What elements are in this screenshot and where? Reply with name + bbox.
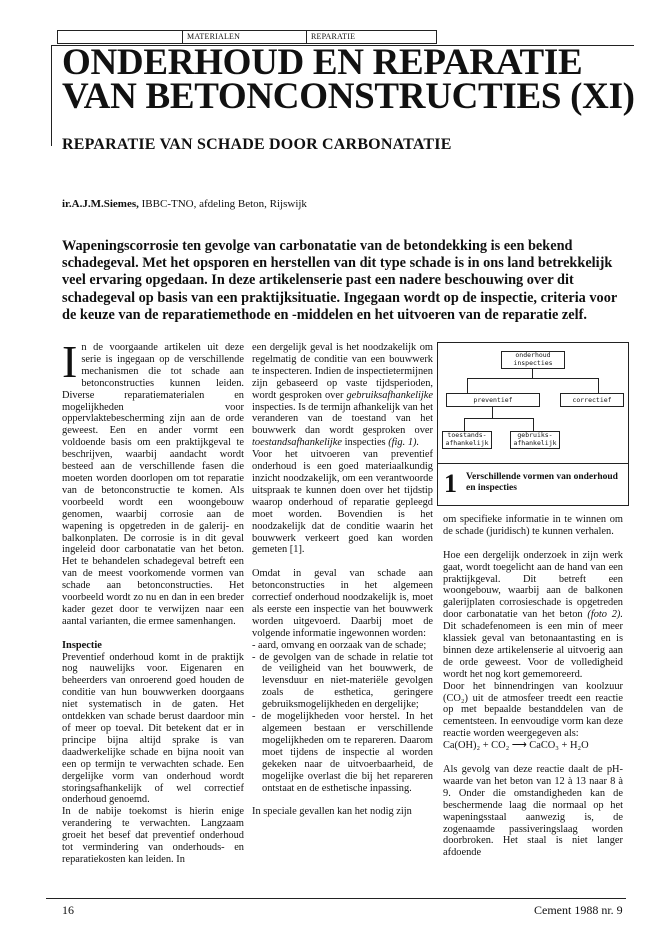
connector xyxy=(492,406,493,418)
box-gebruiksafhankelijk: gebruiks-afhankelijk xyxy=(510,431,560,449)
figure-number: 1 xyxy=(444,469,457,498)
paragraph: om specifieke informatie in te winnen om de schade (juridisch) te kunnen verhalen. xyxy=(443,514,623,537)
paragraph: Als gevolg van deze reactie daalt de pH-waarde van het beton van 12 à 13 naar 8 à 9. Onder die omstandigheden kan de beschermende laag die normaal op het wapeningsstaal aanwezig is, de zogenaamde passiveringslaag worden doorbroken. Het staal is niet langer afdoende xyxy=(443,764,623,859)
journal-reference: Cement 1988 nr. 9 xyxy=(534,903,623,917)
footer-divider xyxy=(46,898,626,899)
topic-label: REPARATIE xyxy=(306,31,441,43)
list-item: - aard, omvang en oorzaak van de schade; xyxy=(252,639,427,651)
connector xyxy=(598,378,599,393)
lead-paragraph: Wapeningscorrosie ten gevolge van carbonatatie van de betondekking is een bekend schadegeval. Met het opsporen en herstellen van dit type schade is in ons land betrekkelijk veel ervaring opgedaan. In deze artikelenserie past een nadere beschouwing over dit schadegeval op basis van een praktijksituatie. Ingegaan wordt op de inspectie, criteria voor de keuze van de reparatiemethode en -middelen en het uitvoeren van de reparatie zelf. xyxy=(62,238,617,323)
connector xyxy=(532,368,533,378)
paragraph: een dergelijk geval is het noodzakelijk om regelmatig de conditie van een bouwwerk te inspecteren. Indien de inspectietermijnen zijn gebaseerd op vaste tijdsperioden, wordt gesproken over gebruiksafhankelijke inspecties. Is de termijn afhankelijk van het veranderen van de toestand van het bouwwerk dan wordt gesproken over toestandsafhankelijke inspecties (fig. 1). xyxy=(252,342,433,449)
paragraph: Hoe een dergelijk onderzoek in zijn werk gaat, wordt toegelicht aan de hand van een praktijkgeval. Dit betreft een woongebouw, waarbij aan de balkonen galerijplaten corrosieschade is opgetreden door carbonatatie van het beton (foto 2). Dit schadefenomeen is een min of meer klassiek geval van betonaantasting en is binnen deze artikelenserie al uitvoerig aan de orde geweest. Voor de volledigheid wordt het nog kort gememoreerd. xyxy=(443,549,623,680)
intro-paragraph: n de voorgaande artikelen uit deze serie is ingegaan op de verschillende mechanismen die tot schade aan betonconstructies kunnen leiden. Diverse reparatiematerialen en mogelijkheden voor oppervlaktebescherming zijn aan de orde geweest. Een en ander vormt een voldoende basis om een praktijkgeval te beschrijven, waarbij aandacht wordt besteed aan de verschillende fasen die moeten worden doorlopen om tot reparatie van de betonconstructie te komen. Als voorbeeld wordt een woongebouw genomen, waarbij corrosie aan de wapening is opgetreden in de galerij- en balkonplaten. De corrosie is in dit geval ingeleid door carbonatatie van het beton. Het te behandelen schadegeval betreft een van de meest voorkomende vormen van schade aan betonconstructies. Het voorbeeld wordt zo nu en dan in een breder kader gezet door te verwijzen naar een aantal varianten, die ermee samenhangen. xyxy=(62,342,244,627)
figure-caption: Verschillende vormen van onderhoud en inspecties xyxy=(466,472,618,493)
paragraph: In speciale gevallen kan het nodig zijn xyxy=(252,806,412,818)
subtitle: REPARATIE VAN SCHADE DOOR CARBONATATIE xyxy=(62,136,452,153)
box-toestandsafhankelijk: toestands-afhankelijk xyxy=(442,431,492,449)
title-line-1: ONDERHOUD EN REPARATIE xyxy=(62,42,583,83)
paragraph: In de nabije toekomst is hierin enige verandering te verwachten. Langzaam groeit het besef dat preventief onderhoud tot vermindering van onderhouds- en reparatiekosten kan leiden. In xyxy=(62,806,244,865)
paragraph: Door het binnendringen van koolzuur (CO₂) uit de atmosfeer treedt een reactie op met bepaalde bestanddelen van de cementsteen. In eenvoudige vorm kan deze reactie worden weergegeven als: xyxy=(443,680,623,740)
list-item: - de mogelijkheden voor herstel. In het algemeen bestaan er verschillende mogelijkheden om te repareren. Daarom moet tijdens de inspectie al worden gekeken naar de uitvoerbaarheid, de mogelijke overlast die bij het repareren ontstaat en de esthetische inpassing. xyxy=(252,711,433,794)
paragraph: Preventief onderhoud komt in de praktijk nog nauwelijks voor. Eigenaren en beheerders van onroerend goed houden de conditie van hun bouwwerken doorgaans niet systematisch in de gaten. Het ontdekken van schade berust daardoor min of meer op toeval. Dit betekent dat er in principe bijna altijd sprake is van daadwerkelijke schade en bijna nooit van een op termijn te verwachten schade. Een dergelijke vorm van onderhoud wordt storingsafhankelijk of wel correctief onderhoud genoemd. xyxy=(62,651,244,806)
connector xyxy=(467,378,468,393)
connector xyxy=(533,418,534,431)
box-onderhoud-inspecties: onderhoud inspecties xyxy=(501,351,565,369)
paragraph: Omdat in geval van schade aan betonconstructies in het algemeen correctief onderhoud noodzakelijk is, moet als eerste een inspectie van het bouwwerk worden uitgevoerd. Daarbij moet de volgende informatie ingewonnen worden: xyxy=(252,568,433,639)
page-title xyxy=(62,42,635,117)
column-1 xyxy=(62,336,244,866)
author-name: ir.A.J.M.Siemes, xyxy=(62,198,139,210)
connector xyxy=(467,378,599,379)
box-correctief: correctief xyxy=(560,393,624,407)
section-label: MATERIALEN xyxy=(182,31,309,43)
divider xyxy=(438,463,628,464)
paragraph: Voor het uitvoeren van preventief onderhoud is een goed materiaalkundig inzicht noodzakelijk, om een verantwoorde uitspraak te kunnen doen over het tijdstip waarop onderhoud of reparatie gepleegd moet worden. Bovendien is het noodzakelijk dat de conditie waarin het bouwwerk verkeert goed kan worden gemeten [1]. xyxy=(252,449,433,556)
drop-cap: I xyxy=(62,336,78,387)
section-heading-inspectie: Inspectie xyxy=(62,639,102,651)
column-3 xyxy=(443,514,623,859)
connector xyxy=(464,418,534,419)
box-preventief: preventief xyxy=(446,393,540,407)
chemical-formula: Ca(OH)₂ + CO₂ ⟶ CaCO₃ + H₂O xyxy=(443,740,589,752)
title-line-2: VAN BETONCONSTRUCTIES (XI) xyxy=(62,76,635,117)
figure-1 xyxy=(437,342,629,506)
list-item: - de gevolgen van de schade in relatie tot de veiligheid van het bouwwerk, de levensduur en niet-materiële gevolgen zoals de esthetica, geringere gebruiksmogelijkheden en dergelijke; xyxy=(252,651,433,711)
page-number: 16 xyxy=(62,903,74,917)
connector xyxy=(464,418,465,431)
author-line xyxy=(62,198,307,210)
author-affiliation: IBBC-TNO, afdeling Beton, Rijswijk xyxy=(138,198,307,210)
column-2 xyxy=(252,342,433,818)
